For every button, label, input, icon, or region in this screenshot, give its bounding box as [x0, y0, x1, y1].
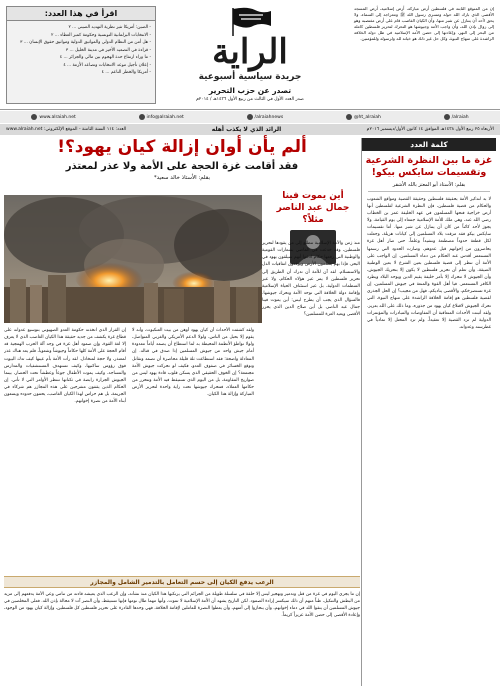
logo-block — [165, 4, 335, 104]
article-column-a: إن القرار الذي اتخذته حكومة العدو الصهيوني بتوسيع عدوانه على قطاع غزة يكشف من جديد حقيقة هذا الكيان الغاصب الذي لا يعرف إلا لغة القوة، وإن صمود أهل غزة في وجه آلة الحرب الهمجية قد أقام الحجة على الأمة كلها حكاماً وجيوشاً وشعوباً، فلم يعد هناك عذر لمعتذر، ولا حجة لمتخاذل. لقد رأت الأمة بأم عينها كيف تدك البيوت فوق رؤوس ساكنيها، وكيف تستهدف المستشفيات والمدارس والمساجد، وكيف يموت الأطفال جوعاً وعطشاً تحت الحصار، بينما الجيوش الجرارة رابضة في ثكناتها تنتظر الأوامر التي لا تأتي. إن الحكام الذين يقفون متفرجين على هذه المجازر هم شركاء في الجريمة، بل هم حراس لهذا الكيان الغاصب، يحمون حدوده ويمنعون أبناء الأمة من نصرة إخوانهم. — [4, 328, 126, 405]
editorial-body: لا بد لتذكير الأمة بحقيقة فلسطين وحقيقة القضية ومواقع الشعوب والحكام من قضية فلسطين، فإن النظرة الشرعية لفلسطين أنها أرض خراجية فتحها المسلمون في عهد الخليفة عمر بن الخطاب رضي الله عنه، وهي ملك للأمة الإسلامية جمعاء إلى يوم القيامة، ولا يجوز لأحد كائناً من كان أن يتنازل عن شبر منها. أما تقسيمات سايكس بيكو فقد مزقت بلاد المسلمين إلى كيانات هزيلة، وجعلت لكل قطعة حدوداً مصطنعة ونشيداً وعلماً، حتى صار أهل غزة يحاصرون من إخوانهم قبل عدوهم، وصارت الحدود التي رسمها المستعمر أقدس عند الحكام من دماء المسلمين. إن الواجب على الأمة أن تنظر إلى قضية فلسطين بعين الشرع لا بعين الوطنية الضيقة، وأن تعلم أن تحرير فلسطين لا يكون إلا بتحريك الجيوش، وأن الجيوش لا تتحرك إلا بأمر خليفة يقيم الدين ويوحد البلاد ويطرد الكافر المستعمر. فيا أهل القوة والمنعة في جيوش المسلمين، إن غزة تستصرخكم، والأقصى يناديكم، فهل من مجيب؟ إن الحل الجذري لقضية فلسطين هو إقامة الخلافة الراشدة على منهاج النبوة، التي تحرك الجيوش لاقتلاع كيان يهود من جذوره، وما ذلك على الله بعزيز. ولقد أثبتت الأحداث المتعاقبة أن المفاوضات والمبادرات والمؤتمرات الدولية لم تزد القضية إلا تعقيداً، ولم تزد المحتل إلا تمادياً في غطرسته وعدوانه. — [367, 196, 491, 330]
contents-item[interactable]: - هل أمن من النظام الدولي والمواثيق الدولية ومواثيق حقوق الإنسان ... ٣ — [20, 40, 151, 46]
lead-headline-block — [4, 138, 360, 181]
lead-subtitle: فقد أقامت غزة الحجة على الأمة ولا عذر لمعتذر — [65, 160, 299, 172]
contents-title: اقرأ في هذا العدد: — [7, 7, 155, 21]
social-link-label: /alraiah — [451, 114, 469, 120]
issue-bar — [0, 124, 500, 135]
contents-item[interactable]: - إعلان تأجيل موعد الانتخابات وتصاعد الأزمة ... ٤ — [63, 62, 151, 68]
issue-date: الأربعاء ٢٥ ربيع الأول ١٤٣٨هـ الموافق ١٤ كانون الأول/ديسمبر ٢٠١٦م — [366, 127, 494, 132]
article-column-b: ولقد كشفت الأحداث أن كيان يهود أوهن من بيت العنكبوت، وأنه لا يقوم إلا بحبل من الناس، ولولا الدعم الأمريكي والغربي المتواصل، ولولا تواطؤ الأنظمة المحيطة به لما استطاع أن يصمد أياماً معدودة أمام جيش واحد من جيوش المسلمين إذا صدق في قتاله. إن المعادلة واضحة: فقد استطاعت ثلة قليلة محاصرة أن تصمد وتقاتل وتوقع الخسائر في صفوف العدو، فكيف لو تحركت جيوش الأمة مجتمعة؟ إن الخوف الحقيقي الذي يسكن قلوب قادة يهود ليس من صواريخ المقاومة، بل من اليوم الذي تستيقظ فيه الأمة وتتحرر من حكامها العملاء، فتتحرك جيوشها تحت راية واحدة لتحرير الأرض المباركة وإزالة هذا الكيان. — [132, 328, 254, 398]
publisher-line: تصدر عن حزب التحرير — [208, 86, 292, 95]
contents-box — [6, 6, 156, 104]
social-link-label: info@alraiah.net — [146, 114, 184, 120]
social-link-label: @ht_alraiah — [353, 114, 381, 120]
social-links-bar — [0, 111, 500, 123]
editorial-author: بقلم: الأستاذ أبو المعتز بالله الأشقر — [368, 182, 490, 192]
issue-number: العدد: ١١٤ السنة الثامنة - الموقع الإلكتروني: www.alraiah.net — [6, 127, 127, 132]
newspaper-logo-word: الراية — [212, 32, 288, 72]
social-link[interactable] — [346, 114, 381, 120]
web-icon — [31, 114, 37, 120]
social-link-label: www.alraiah.net — [39, 114, 76, 120]
contents-item[interactable]: - الانتخابات البرلمانية التونسية وحكومة كمبر العطاء ... ٢ — [51, 32, 151, 38]
youtube-icon — [444, 114, 450, 120]
editorial-section-label: كلمة العدد — [362, 138, 496, 151]
social-link[interactable] — [139, 114, 184, 120]
editorial-column — [361, 138, 496, 686]
contents-item[interactable]: - قراءة في التصعيد الأخير في مدينة الخليل ... ٣ — [65, 47, 151, 53]
masthead-intro-text: إن من المتوقع الثابتة في فلسطين أرض مباركة، أرض إسلامية، أرض المسجد الأقصى الذي بارك الله حوله ومسرى رسول الله ﷺ ومعراجه إلى السماء، ولا يحق لأحد أن يتنازل عن شبر منها، وأن الكيان الغاصب قام على أرض مغتصبة وهو إلى زوال بإذن الله، وأن واجب الأمة وجيوشها هو التحرك لتحرير فلسطين كاملة من البحر إلى النهر، وإعادتها إلى حضن الأمة الإسلامية في ظل دولة الخلافة الراشدة على منهاج النبوة، وكل حل غير ذلك هو خيانة لله ولرسوله وللمؤمنين. — [354, 6, 494, 42]
first-issue-line: صدر العدد الأول في الثالث من ربيع الأول ١٤٣٦هـ / ٢٠١٤م — [196, 97, 304, 102]
contents-item[interactable]: - ما وراء ارتفاع حدة الهجوم بين مالي والجزائر ... ٤ — [59, 55, 151, 61]
editorial-title[interactable]: غزة ما بين النظرة الشرعية وتقسيمات سايكس بيكو! — [365, 155, 493, 179]
social-link[interactable] — [444, 114, 469, 120]
facebook-icon — [247, 114, 253, 120]
contents-list — [7, 21, 155, 80]
lead-photo-bombing-gaza — [4, 195, 262, 323]
masthead — [0, 0, 500, 110]
social-link-label: /alraiahnews — [254, 114, 284, 120]
article-column-bottom: إن ما يجري اليوم في غزة من قتل وتدمير وتهجير ليس إلا حلقة في سلسلة طويلة من الجرائم التي يرتكبها هذا الكيان منذ نشأته، وإن الرعب الذي يعيشه قادته من تنامي وعي الأمة يدفعهم إلى مزيد من البطش والتنكيل، ظناً منهم أن ذلك سيكسر إرادة الصمود. لكن التاريخ يشهد أن الأمة الإسلامية لا تموت، وأنها مهما طال نومها فإنها تستيقظ، وأن النصر آت لا محالة بإذن الله. فعلى المخلصين في جيوش المسلمين أن يتقوا الله في دماء إخوانهم، وأن ينحازوا إلى أمتهم، وأن يعطوا النصرة للعاملين لإقامة الخلافة، فهي وحدها القادرة على تحرير فلسطين كل فلسطين، وإزالة كيان يهود من الوجود، وإعادة الأقصى إلى حضن الأمة عزيزاً كريماً. — [4, 592, 360, 619]
article-column-c: منذ زمن والأمة الإسلامية تتطلع إلى من يقودها لتحرير فلسطين، وقد خدعت في الماضي بشعارات القومية والوطنية التي رفعها حكام ادعوا أنهم سيلقون يهود في البحر، فإذا بهم يسلمون الأرض ويوقعون اتفاقيات الذل والاستسلام. لقد آن للأمة أن تدرك أن الطريق إلى تحرير فلسطين لا يمر عبر هؤلاء الحكام، ولا عبر المنظمات الدولية، بل عبر استئناف الحياة الإسلامية وإقامة دولة الخلافة التي توحد الأمة وتحرك جيوشها. فالسؤال الذي يجب أن يطرح ليس: أين يموت فينا جمال عبد الناصر، بل أين صلاح الدين الذي يحرر الأقصى ويعيد العزة للمسلمين؟ — [262, 241, 360, 318]
lead-title[interactable]: ألم يأن أوان إزالة كيان يهود؟! — [57, 137, 307, 157]
email-icon — [139, 114, 145, 120]
pull-quote-bar: الرعب يدفع الكيان إلى حسم التعامل بالتدمير الشامل والمجازر — [4, 576, 360, 588]
social-link[interactable] — [31, 114, 75, 120]
side-question-line-2[interactable]: جمال عبد الناصر مثلاً؟ — [276, 203, 350, 226]
twitter-icon — [346, 114, 352, 120]
contents-item[interactable]: - أمريكا والخطر الناعم ... ٤ — [101, 70, 151, 76]
lead-author: بقلم: الأستاذ خالد سعيد* — [153, 174, 211, 181]
side-question-line-1[interactable]: أين يموت فينا — [282, 191, 344, 201]
issue-motto: الرائد الذي لا يكذب أهله — [211, 126, 282, 133]
contents-item[interactable]: - الصين: أمريكا تثير نظرية التهديد الصيني ... ٢ — [68, 25, 151, 30]
logo-subtitle: جريدة سياسية أسبوعية — [198, 72, 302, 82]
social-link[interactable] — [247, 114, 284, 120]
